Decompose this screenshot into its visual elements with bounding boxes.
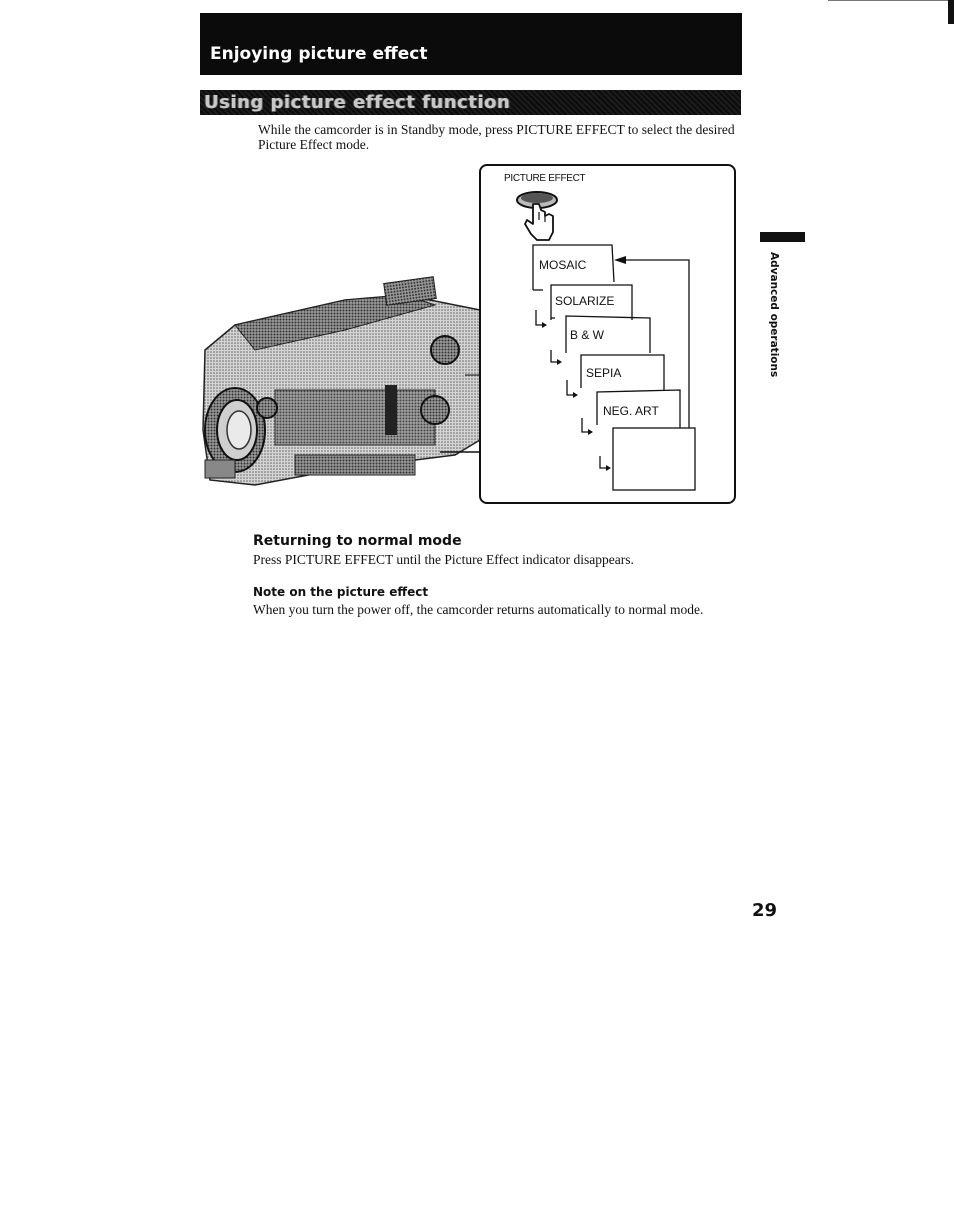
mode-sepia: SEPIA [586, 366, 622, 380]
note-text: When you turn the power off, the camcorder returns automatically to normal mode. [253, 602, 704, 617]
mode-mosaic: MOSAIC [539, 258, 587, 272]
mode-bw: B & W [570, 328, 605, 342]
page-number: 29 [752, 900, 778, 921]
button-label: PICTURE EFFECT [504, 173, 586, 184]
side-tab-label: Advanced operations [768, 252, 780, 378]
mode-neg-art: NEG. ART [603, 404, 659, 418]
intro-paragraph: While the camcorder is in Standby mode, press PICTURE EFFECT to select the desired Picture Effect mode. [258, 122, 735, 152]
note-heading: Note on the picture effect [253, 585, 429, 599]
section-title: Using picture effect function [204, 92, 511, 113]
returning-heading: Returning to normal mode [253, 533, 462, 549]
corner-mark [948, 0, 954, 24]
camcorder-illustration [195, 270, 485, 510]
returning-text: Press PICTURE EFFECT until the Picture Effect indicator disappears. [253, 552, 634, 567]
mode-solarize: SOLARIZE [555, 294, 615, 308]
page-title: Enjoying picture effect [210, 44, 428, 64]
button-press-icon [515, 190, 565, 245]
side-tab-marker [760, 232, 805, 242]
corner-rule [828, 0, 950, 1]
